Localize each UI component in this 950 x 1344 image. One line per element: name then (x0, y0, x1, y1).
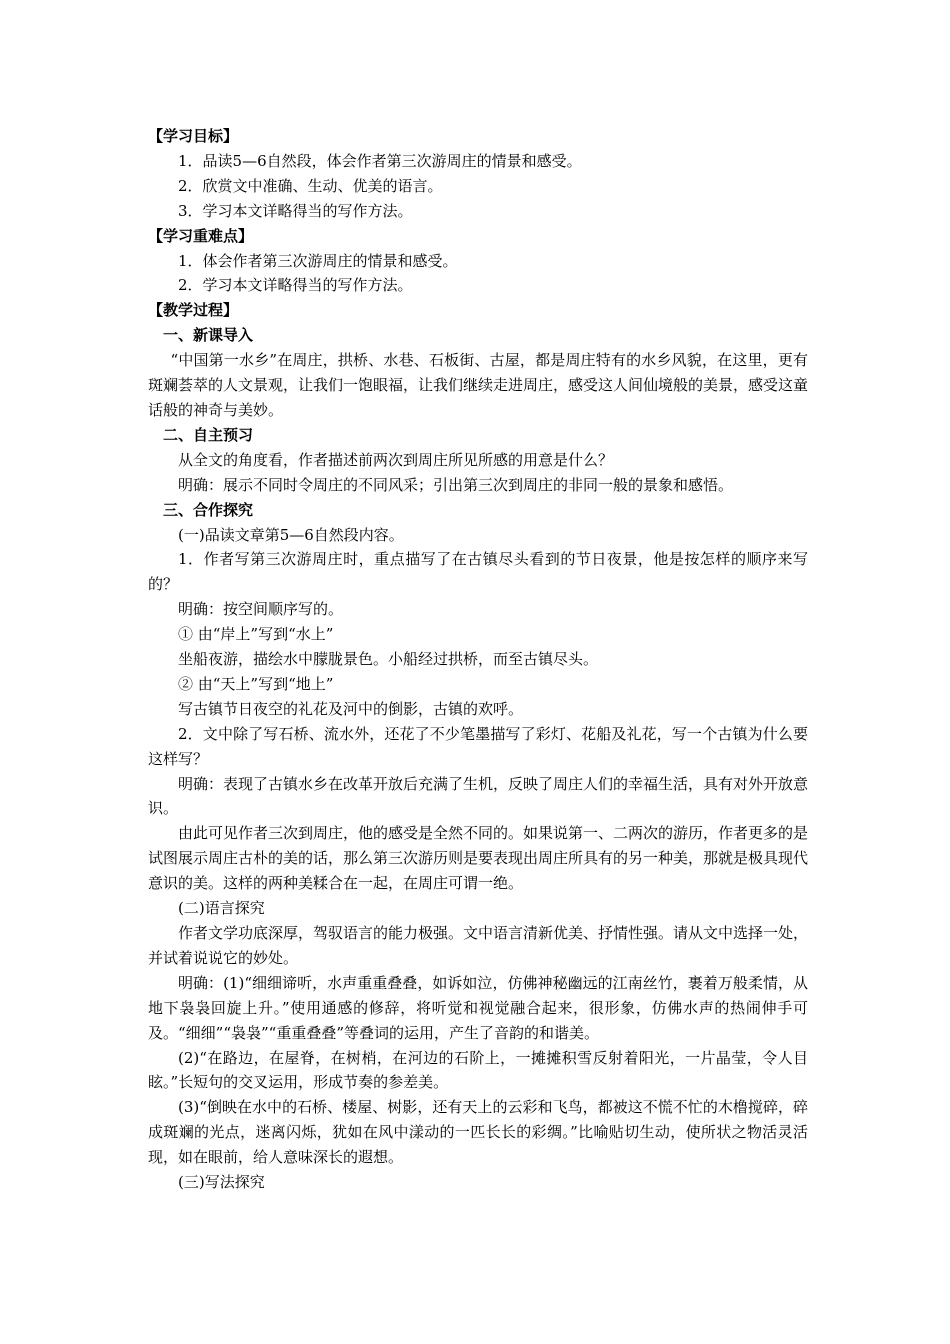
paragraph: 从全文的角度看，作者描述前两次到周庄所见所感的用意是什么？ (178, 450, 614, 469)
paragraph: ① 由“岸上”写到“水上” (178, 625, 334, 644)
paragraph: ② 由“天上”写到“地上” (178, 674, 334, 693)
section-heading: 【教学过程】 (148, 301, 239, 320)
section-heading: 【学习目标】 (148, 127, 239, 145)
paragraph: 1．体会作者第三次游周庄的情景和感受。 (178, 251, 458, 270)
paragraph: 作者文学功底深厚，驾驭语言的能力极强。文中语言清新优美、抒情性强。请从文中选择一处，并试着说说它的妙处。 (148, 924, 809, 967)
paragraph: 明确：表现了古镇水乡在改革开放后充满了生机，反映了周庄人们的幸福生活，具有对外开放意识。 (148, 774, 809, 818)
section-heading: 二、自主预习 (163, 425, 254, 444)
paragraph: 明确：(1)“细细谛听，水声重重叠叠，如诉如泣，仿佛神秘幽远的江南丝竹，裹着万般柔情，从地下袅袅回旋上升。”使用通感的修辞，将听觉和视觉融合起来，很形象，仿佛水声的热闹伸手可及。“细细”“袅袅”“重重叠叠”等叠词的运用，产生了音韵的和谐美。 (148, 973, 808, 1042)
paragraph: 写古镇节日夜空的礼花及河中的倒影，古镇的欢呼。 (178, 699, 524, 718)
paragraph: 明确：按空间顺序写的。 (178, 600, 344, 619)
section-heading: 三、合作探究 (163, 500, 254, 519)
paragraph: “中国第一水乡”在周庄，拱桥、水巷、石板街、古屋，都是周庄特有的水乡风貌，在这里，更有斑斓荟萃的人文景观，让我们一饱眼福，让我们继续走进周庄，感受这人间仙境般的美景，感受这童话般的神奇与美妙。 (148, 351, 809, 419)
paragraph: 明确：展示不同时令周庄的不同风采；引出第三次到周庄的非同一般的景象和感悟。 (178, 475, 734, 494)
section-heading: 【学习重难点】 (148, 226, 254, 245)
paragraph: 1．品读5—6自然段，体会作者第三次游周庄的情景和感受。 (178, 151, 582, 170)
paragraph: (2)“在路边，在屋脊，在树梢，在河边的石阶上，一摊摊积雪反射着阳光，一片晶莹，令人目眩。”长短句的交叉运用，形成节奏的参差美。 (148, 1048, 808, 1092)
paragraph: (一)品读文章第5—6自然段内容。 (178, 525, 404, 544)
paragraph: 2．欣赏文中准确、生动、优美的语言。 (178, 176, 443, 195)
paragraph: 3．学习本文详略得当的写作方法。 (178, 201, 413, 220)
section-heading: 一、新课导入 (163, 326, 254, 345)
paragraph: (二)语言探究 (178, 899, 265, 918)
paragraph: 坐船夜游，描绘水中朦胧景色。小船经过拱桥，而至古镇尽头。 (178, 650, 599, 669)
paragraph: (三)写法探究 (178, 1173, 265, 1192)
paragraph: 1．作者写第三次游周庄时，重点描写了在古镇尽头看到的节日夜景，他是按怎样的顺序来写的？ (148, 550, 808, 594)
paragraph: 2．学习本文详略得当的写作方法。 (178, 276, 413, 295)
paragraph: 由此可见作者三次到周庄，他的感受是全然不同的。如果说第一、二两次的游历，作者更多的是试图展示周庄古朴的美的话，那么第三次游历则是要表现出周庄所具有的另一种美，那就是极具现代意识的美。这样的两种美糅合在一起，在周庄可谓一绝。 (148, 824, 809, 893)
paragraph: (3)“倒映在水中的石桥、楼屋、树影，还有天上的云彩和飞鸟，都被这不慌不忙的木橹搅碎，碎成斑斓的光点，迷离闪烁，犹如在风中漾动的一匹长长的彩绸。”比喻贴切生动，使所状之物活灵活现，如在眼前，给人意味深长的遐想。 (148, 1098, 808, 1167)
paragraph: 2．文中除了写石桥、流水外，还花了不少笔墨描写了彩灯、花船及礼花，写一个古镇为什么要这样写？ (148, 724, 808, 768)
document-body (148, 124, 808, 1195)
